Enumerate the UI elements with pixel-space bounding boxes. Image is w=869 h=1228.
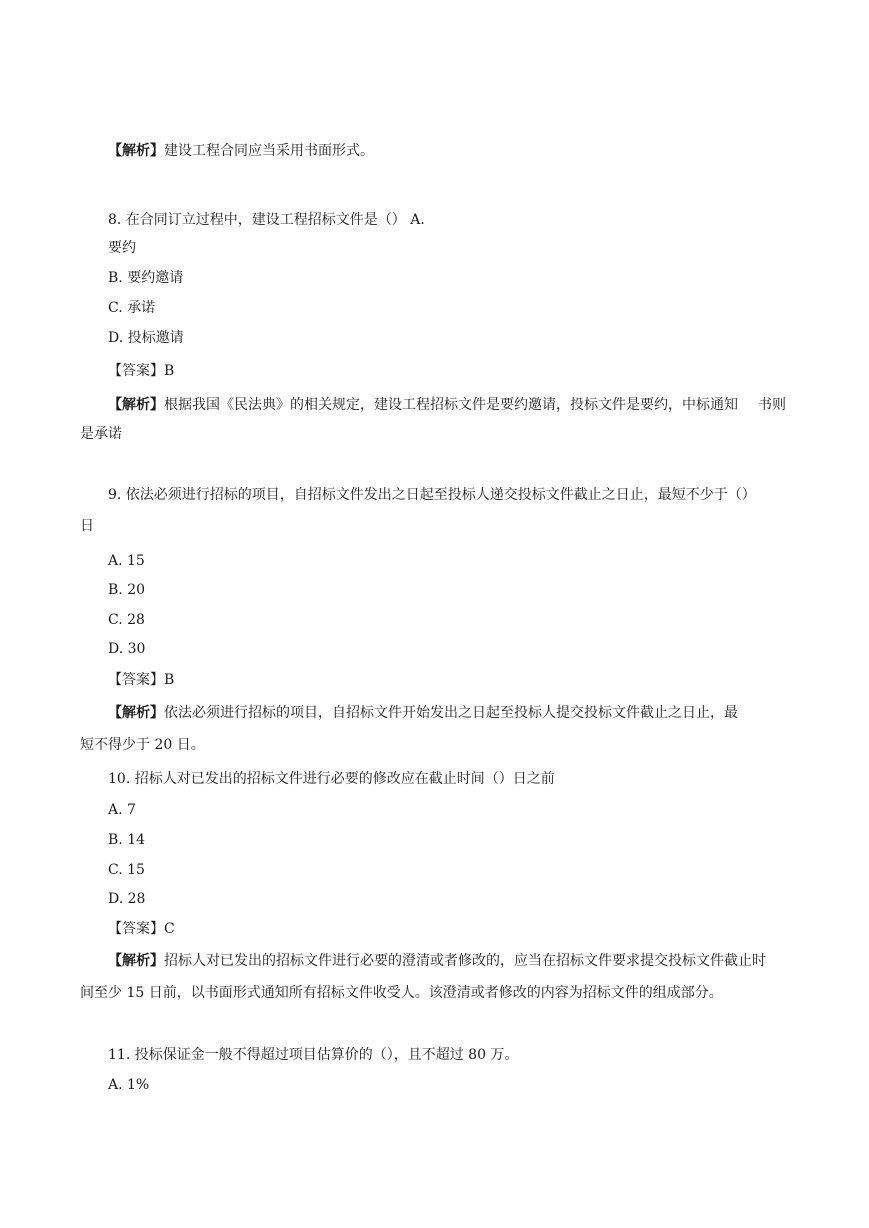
q9-stem-cont: 日 <box>80 518 94 534</box>
analysis-label: 【解析】 <box>108 953 164 969</box>
q10-option-b: B. 14 <box>108 832 146 848</box>
q9-analysis-line2: 短不得少于 20 日。 <box>80 737 205 753</box>
q8-analysis-line1 <box>108 395 786 415</box>
q10-option-d: D. 28 <box>108 891 146 907</box>
q8-option-c: C. 承诺 <box>108 300 156 316</box>
prev-analysis <box>108 141 374 161</box>
analysis-label: 【解析】 <box>108 143 164 159</box>
q9-option-c: C. 28 <box>108 612 145 628</box>
q9-option-d: D. 30 <box>108 641 146 657</box>
q10-analysis-line2: 间至少 15 日前，以书面形式通知所有招标文件收受人。该澄清或者修改的内容为招标文件的组成部分。 <box>80 985 723 1001</box>
answer-label: 【答案】 <box>108 672 164 688</box>
q8-answer <box>108 361 174 381</box>
q8-stem-cont: 要约 <box>108 240 136 256</box>
q11-option-a: A. 1% <box>108 1077 150 1093</box>
q9-option-a: A. 15 <box>108 553 145 569</box>
answer-value: B <box>164 363 175 379</box>
answer-value: B <box>164 672 175 688</box>
q10-answer <box>108 919 175 939</box>
q11-stem: 11. 投标保证金一般不得超过项目估算价的（），且不超过 80 万。 <box>108 1047 519 1063</box>
analysis-label: 【解析】 <box>108 397 164 413</box>
q10-option-c: C. 15 <box>108 862 145 878</box>
q9-stem: 9. 依法必须进行招标的项目，自招标文件发出之日起至投标人递交投标文件截止之日止，最短不少于（） <box>108 487 756 503</box>
answer-value: C <box>164 921 175 937</box>
analysis-label: 【解析】 <box>108 705 164 721</box>
q8-option-d: D. 投标邀请 <box>108 330 184 346</box>
q10-analysis-line1 <box>108 951 766 971</box>
q8-option-b: B. 要约邀请 <box>108 270 184 286</box>
answer-label: 【答案】 <box>108 363 164 379</box>
answer-label: 【答案】 <box>108 921 164 937</box>
analysis-text: 根据我国《民法典》的相关规定，建设工程招标文件是要约邀请，投标文件是要约，中标通知 <box>164 397 738 413</box>
q9-option-b: B. 20 <box>108 582 146 598</box>
q10-stem: 10. 招标人对已发出的招标文件进行必要的修改应在截止时间（）日之前 <box>108 771 555 787</box>
q8-analysis-line2: 是承诺 <box>80 426 122 442</box>
analysis-text: 招标人对已发出的招标文件进行必要的澄清或者修改的，应当在招标文件要求提交投标文件截止时 <box>164 953 766 969</box>
q10-option-a: A. 7 <box>108 802 136 818</box>
q9-answer <box>108 670 174 690</box>
analysis-text: 建设工程合同应当采用书面形式。 <box>164 143 374 159</box>
q9-analysis-line1 <box>108 703 738 723</box>
analysis-text: 依法必须进行招标的项目，自招标文件开始发出之日起至投标人提交投标文件截止之日止，最 <box>164 705 738 721</box>
analysis-text-tail: 书则 <box>758 397 786 413</box>
q8-stem: 8. 在合同订立过程中，建设工程招标文件是（） A. <box>108 212 425 228</box>
